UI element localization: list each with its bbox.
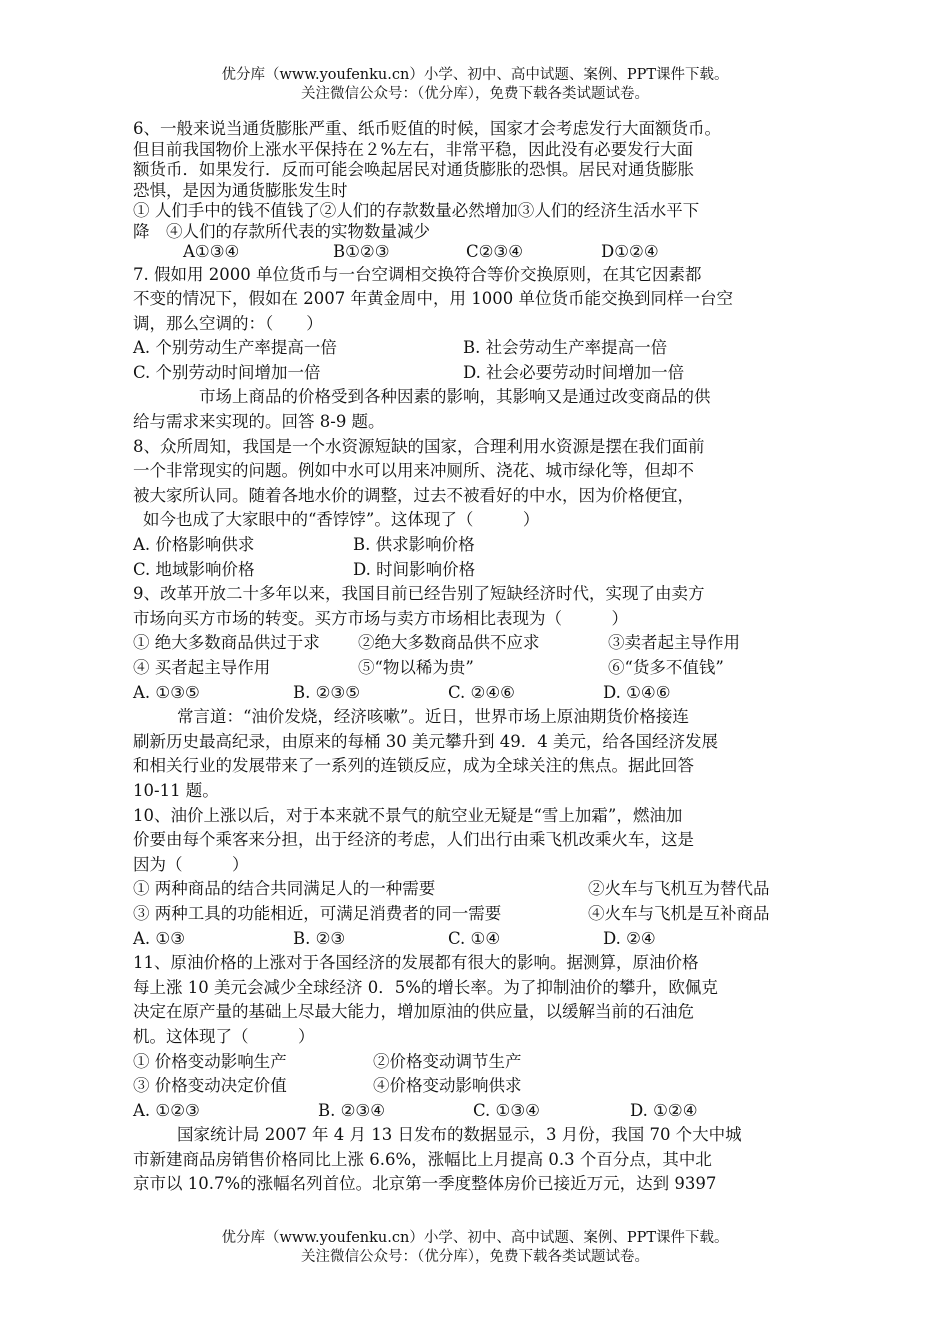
question-11-options	[133, 1099, 813, 1124]
question-6-line: ① 人们手中的钱不值钱了②人们的存款数量必然增加③人们的经济生活水平下	[133, 201, 700, 220]
question-10-items-row	[133, 902, 813, 927]
item-6: ⑥“货多不值钱”	[608, 658, 724, 677]
option-a: A. ①②③	[133, 1100, 200, 1120]
question-7-line: 7. 假如用 2000 单位货币与一台空调相交换符合等价交换原则，在其它因素都	[133, 264, 702, 284]
question-6-line: 恐惧，是因为通货膨胀发生时	[133, 180, 348, 200]
option-d: D. ①②④	[630, 1100, 698, 1120]
question-10	[133, 804, 813, 952]
question-6-options	[133, 242, 813, 263]
paragraph-line: 国家统计局 2007 年 4 月 13 日发布的数据显示，3 月份，我国 70 个大中城	[177, 1125, 742, 1145]
question-11-items-row	[133, 1074, 813, 1099]
item-2: ②价格变动调节生产	[373, 1051, 522, 1071]
option-d: D. ②④	[603, 928, 656, 948]
intro-line: 刷新历史最高纪录，由原来的每桶 30 美元攀升到 49．4 美元，给各国经济发展	[133, 731, 718, 751]
option-a: A. ①③⑤	[133, 682, 200, 702]
question-10-line: 价要由每个乘客来分担，出于经济的考虑，人们出行由乘飞机改乘火车，这是	[133, 830, 694, 850]
exam-content	[133, 119, 813, 1197]
question-6-line: 额货币．如果发行．反而可能会唤起居民对通货膨胀的恐惧。居民对通货膨胀	[133, 160, 694, 179]
option-d: D. 社会必要劳动时间增加一倍	[463, 362, 685, 382]
option-a: A①③④	[183, 242, 240, 261]
option-b: B. 社会劳动生产率提高一倍	[463, 338, 668, 358]
question-11-line: 每上涨 10 美元会减少全球经济 0．5%的增长率。为了抑制油价的攀升，欧佩克	[133, 977, 718, 997]
question-10-line: 10、油价上涨以后，对于本来就不景气的航空业无疑是“雪上加霜”，燃油加	[133, 805, 683, 825]
option-a: A. ①③	[133, 928, 185, 948]
item-3: ③卖者起主导作用	[608, 633, 740, 653]
option-c: C. 个别劳动时间增加一倍	[133, 362, 321, 382]
item-4: ④ 买者起主导作用	[133, 658, 271, 677]
item-1: ① 绝大多数商品供过于求	[133, 633, 320, 653]
question-8-line: 如今也成了大家眼中的“香饽饽”。这体现了（ ）	[143, 510, 540, 530]
item-1: ① 两种商品的结合共同满足人的一种需要	[133, 879, 436, 899]
option-b: B. ②③⑤	[293, 682, 360, 702]
question-8	[133, 435, 813, 583]
question-9-items-row	[133, 656, 813, 681]
option-a: A. 个别劳动生产率提高一倍	[133, 338, 337, 358]
question-6-line: 6、一般来说当通货膨胀严重、纸币贬值的时候，国家才会考虑发行大面额货币。	[133, 119, 721, 138]
header-line-1: 优分库（www.youfenku.cn）小学、初中、高中试题、案例、PPT课件下载。	[221, 67, 729, 83]
question-7-line: 不变的情况下，假如在 2007 年黄金周中，用 1000 单位货币能交换到同样一台空	[133, 289, 733, 309]
item-3: ③ 价格变动决定价值	[133, 1076, 287, 1096]
item-1: ① 价格变动影响生产	[133, 1051, 287, 1071]
question-11-line: 11、原油价格的上涨对于各国经济的发展都有很大的影响。据测算，原油价格	[133, 953, 699, 973]
question-8-line: 被大家所认同。随着各地水价的调整，过去不被看好的中水，因为价格便宜，	[133, 485, 694, 505]
item-4: ④火车与飞机是互补商品	[588, 903, 770, 923]
page-footer	[0, 1229, 950, 1267]
intro-line: 10-11 题。	[133, 780, 219, 800]
page-header	[0, 66, 950, 104]
item-4: ④价格变动影响供求	[373, 1076, 522, 1096]
question-6	[133, 119, 813, 263]
item-3: ③ 两种工具的功能相近，可满足消费者的同一需要	[133, 903, 502, 923]
option-d: D. ①④⑥	[603, 682, 671, 702]
question-6-line: 但目前我国物价上涨水平保持在２%左右，非常平稳，因此没有必要发行大面	[133, 139, 694, 159]
intro-line: 常言道：“油价发烧，经济咳嗽”。近日，世界市场上原油期货价格接连	[177, 707, 689, 727]
footer-line-2: 关注微信公众号：（优分库），免费下载各类试题试卷。	[301, 1249, 649, 1265]
intro-8-9	[133, 385, 813, 434]
question-11	[133, 951, 813, 1123]
footer-line-1: 优分库（www.youfenku.cn）小学、初中、高中试题、案例、PPT课件下载。	[221, 1230, 729, 1246]
item-2: ②火车与飞机互为替代品	[588, 879, 770, 899]
intro-line: 给与需求来实现的。回答 8-9 题。	[133, 412, 385, 432]
item-5: ⑤“物以稀为贵”	[358, 658, 474, 677]
intro-10-11	[133, 705, 813, 803]
option-a: A. 价格影响供求	[133, 535, 255, 555]
question-8-options-row	[133, 558, 813, 583]
question-11-line: 决定在原产量的基础上尽最大能力，增加原油的供应量，以缓解当前的石油危	[133, 1002, 694, 1022]
question-7-line: 调，那么空调的：（ ）	[133, 313, 323, 333]
question-6-line: 降 ④人们的存款所代表的实物数量减少	[133, 221, 430, 241]
question-10-line: 因为（ ）	[133, 854, 249, 874]
option-d: D. 时间影响价格	[353, 559, 476, 579]
option-c: C. ①④	[448, 928, 501, 948]
question-9-line: 9、改革开放二十多年以来，我国目前已经告别了短缺经济时代，实现了由卖方	[133, 584, 705, 604]
question-8-options-row	[133, 533, 813, 558]
option-c: C. ①③④	[473, 1100, 540, 1120]
item-2: ②绝大多数商品供不应求	[358, 633, 540, 653]
question-9	[133, 582, 813, 705]
option-b: B①②③	[333, 242, 390, 261]
question-10-items-row	[133, 877, 813, 902]
option-d: D①②④	[601, 242, 659, 261]
question-9-options	[133, 681, 813, 706]
question-8-line: 8、众所周知，我国是一个水资源短缺的国家，合理利用水资源是摆在我们面前	[133, 436, 705, 456]
question-9-line: 市场向买方市场的转变。买方市场与卖方市场相比表现为（ ）	[133, 608, 628, 628]
option-b: B. ②③	[293, 928, 346, 948]
question-7-options-row	[133, 336, 813, 361]
intro-line: 市场上商品的价格受到各种因素的影响，其影响又是通过改变商品的供	[199, 387, 711, 407]
option-c: C. 地域影响价格	[133, 559, 255, 579]
question-8-line: 一个非常现实的问题。例如中水可以用来冲厕所、浇花、城市绿化等，但却不	[133, 461, 694, 481]
question-9-items-row	[133, 631, 813, 656]
header-line-2: 关注微信公众号：（优分库），免费下载各类试题试卷。	[301, 86, 649, 102]
housing-paragraph	[133, 1123, 813, 1197]
question-10-options	[133, 927, 813, 952]
intro-line: 和相关行业的发展带来了一系列的连锁反应，成为全球关注的焦点。据此回答	[133, 756, 694, 776]
option-c: C. ②④⑥	[448, 682, 515, 702]
question-7	[133, 263, 813, 386]
question-11-items-row	[133, 1050, 813, 1075]
option-b: B. 供求影响价格	[353, 535, 475, 555]
option-c: C②③④	[466, 242, 524, 261]
paragraph-line: 京市以 10.7%的涨幅名列首位。北京第一季度整体房价已接近万元，达到 9397	[133, 1174, 717, 1194]
question-11-line: 机。这体现了（ ）	[133, 1026, 315, 1046]
paragraph-line: 市新建商品房销售价格同比上涨 6.6%，涨幅比上月提高 0.3 个百分点，其中北	[133, 1149, 712, 1169]
option-b: B. ②③④	[318, 1100, 385, 1120]
question-7-options-row	[133, 361, 813, 386]
